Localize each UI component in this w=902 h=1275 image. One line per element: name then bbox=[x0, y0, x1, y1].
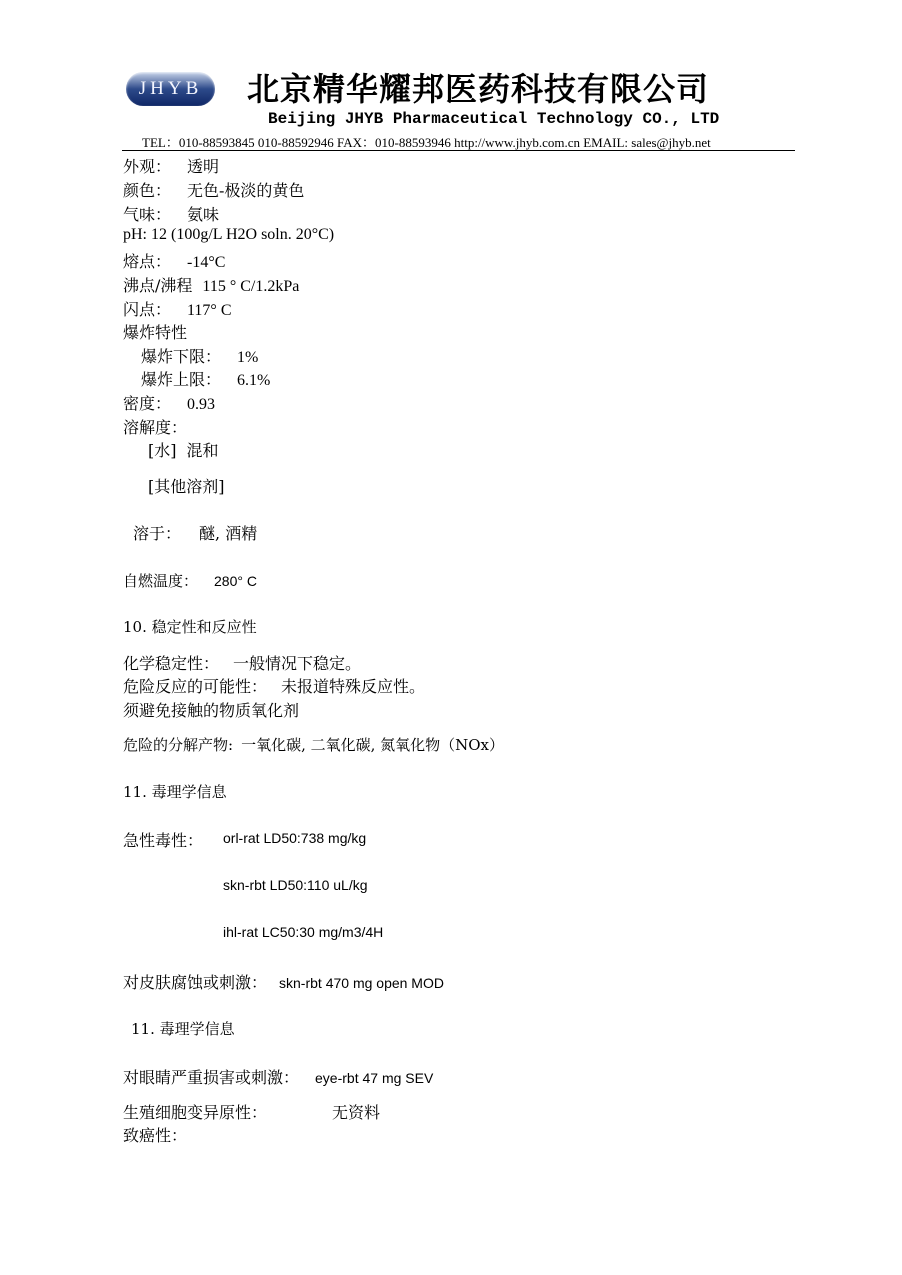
eye-damage-value: eye-rbt 47 mg SEV bbox=[315, 1070, 434, 1086]
lel-row bbox=[141, 344, 258, 367]
eye-damage-label: 对眼睛严重损害或刺激： bbox=[123, 1068, 300, 1087]
color-value: 无色-极淡的黄色 bbox=[187, 181, 305, 200]
density-row bbox=[123, 391, 215, 414]
melting-point-label: 熔点： bbox=[123, 252, 172, 271]
skin-corrosion-label: 对皮肤腐蚀或刺激： bbox=[123, 973, 268, 992]
header-divider bbox=[122, 150, 795, 151]
acute-toxicity-oral: orl-rat LD50:738 mg/kg bbox=[223, 830, 367, 846]
germ-cell-label: 生殖细胞变异原性： bbox=[123, 1103, 268, 1122]
flash-point-label: 闪点： bbox=[123, 300, 172, 319]
boiling-point-row bbox=[123, 273, 299, 296]
acute-toxicity-inhalation: ihl-rat LC50:30 mg/m3/4H bbox=[223, 924, 384, 940]
lel-label: 爆炸下限： bbox=[141, 347, 222, 366]
hazard-reaction-row bbox=[123, 674, 425, 697]
decomposition-label: 危险的分解产物: bbox=[123, 736, 234, 754]
soluble-in-label: 溶于： bbox=[133, 524, 182, 543]
decomposition-row bbox=[123, 734, 504, 755]
density-value: 0.93 bbox=[187, 396, 216, 413]
skin-corrosion-value: skn-rbt 470 mg open MOD bbox=[279, 975, 444, 991]
section-10-heading: 10. 稳定性和反应性 bbox=[123, 618, 257, 636]
acute-toxicity-skin: skn-rbt LD50:110 uL/kg bbox=[223, 877, 368, 893]
company-logo bbox=[126, 72, 215, 106]
logo-text: JHYB bbox=[138, 78, 203, 99]
boiling-point-value: 115 ° C/1.2kPa bbox=[202, 278, 300, 295]
water-solubility-row bbox=[148, 438, 219, 461]
chem-stability-label: 化学稳定性： bbox=[123, 654, 220, 673]
uel-label: 爆炸上限： bbox=[141, 370, 222, 389]
odor-row bbox=[123, 202, 219, 225]
appearance-label: 外观： bbox=[123, 157, 172, 176]
density-label: 密度： bbox=[123, 394, 172, 413]
ph-line: pH: 12 (100g/L H2O soln. 20°C) bbox=[123, 226, 335, 243]
lel-value: 1% bbox=[237, 349, 259, 366]
soluble-in-row bbox=[133, 521, 257, 544]
chem-stability-row bbox=[123, 651, 361, 674]
uel-value: 6.1% bbox=[237, 372, 271, 389]
uel-row bbox=[141, 367, 270, 390]
appearance-row bbox=[123, 154, 219, 177]
boiling-point-label: 沸点/沸程 bbox=[123, 276, 193, 295]
section-11-heading: 11. 毒理学信息 bbox=[123, 783, 227, 801]
water-value: 混和 bbox=[186, 441, 219, 460]
odor-value: 氨味 bbox=[187, 205, 220, 224]
germ-cell-value: 无资料 bbox=[332, 1103, 381, 1122]
hazard-reaction-value: 未报道特殊反应性。 bbox=[281, 677, 426, 696]
appearance-value: 透明 bbox=[187, 157, 220, 176]
avoid-materials-line: 须避免接触的物质氧化剂 bbox=[123, 701, 300, 720]
solubility-heading: 溶解度： bbox=[123, 418, 188, 437]
other-solvent-label: [其他溶剂] bbox=[148, 477, 225, 496]
hazard-reaction-label: 危险反应的可能性： bbox=[123, 677, 268, 696]
autoignition-row bbox=[123, 570, 257, 591]
skin-corrosion-row bbox=[123, 970, 444, 993]
autoignition-label: 自燃温度： bbox=[123, 572, 199, 590]
company-name-cn: 北京精华耀邦医药科技有限公司 bbox=[247, 70, 710, 108]
color-label: 颜色： bbox=[123, 181, 172, 200]
section-11-heading-repeat: 11. 毒理学信息 bbox=[131, 1020, 235, 1038]
water-label: [水] bbox=[148, 441, 177, 460]
company-name-en: Beijing JHYB Pharmaceutical Technology CO., LTD bbox=[268, 110, 720, 128]
contact-line: TEL：010-88593845 010-88592946 FAX：010-88593946 http://www.jhyb.com.cn EMAIL: sales@jhyb.net bbox=[142, 135, 711, 150]
explosive-heading: 爆炸特性 bbox=[123, 323, 188, 342]
eye-damage-row bbox=[123, 1065, 433, 1088]
melting-point-value: -14°C bbox=[187, 254, 226, 271]
chem-stability-value: 一般情况下稳定。 bbox=[233, 654, 362, 673]
flash-point-row bbox=[123, 297, 232, 320]
carcinogenicity-label: 致癌性： bbox=[123, 1126, 188, 1145]
color-row bbox=[123, 178, 304, 201]
autoignition-value: 280° C bbox=[214, 573, 257, 589]
flash-point-value: 117° C bbox=[187, 302, 232, 319]
soluble-in-value: 醚, 酒精 bbox=[199, 524, 258, 543]
decomposition-value: 一氧化碳, 二氧化碳, 氮氧化物（NOx） bbox=[241, 736, 505, 754]
acute-toxicity-label: 急性毒性： bbox=[123, 831, 204, 850]
odor-label: 气味： bbox=[123, 205, 172, 224]
melting-point-row bbox=[123, 249, 225, 272]
